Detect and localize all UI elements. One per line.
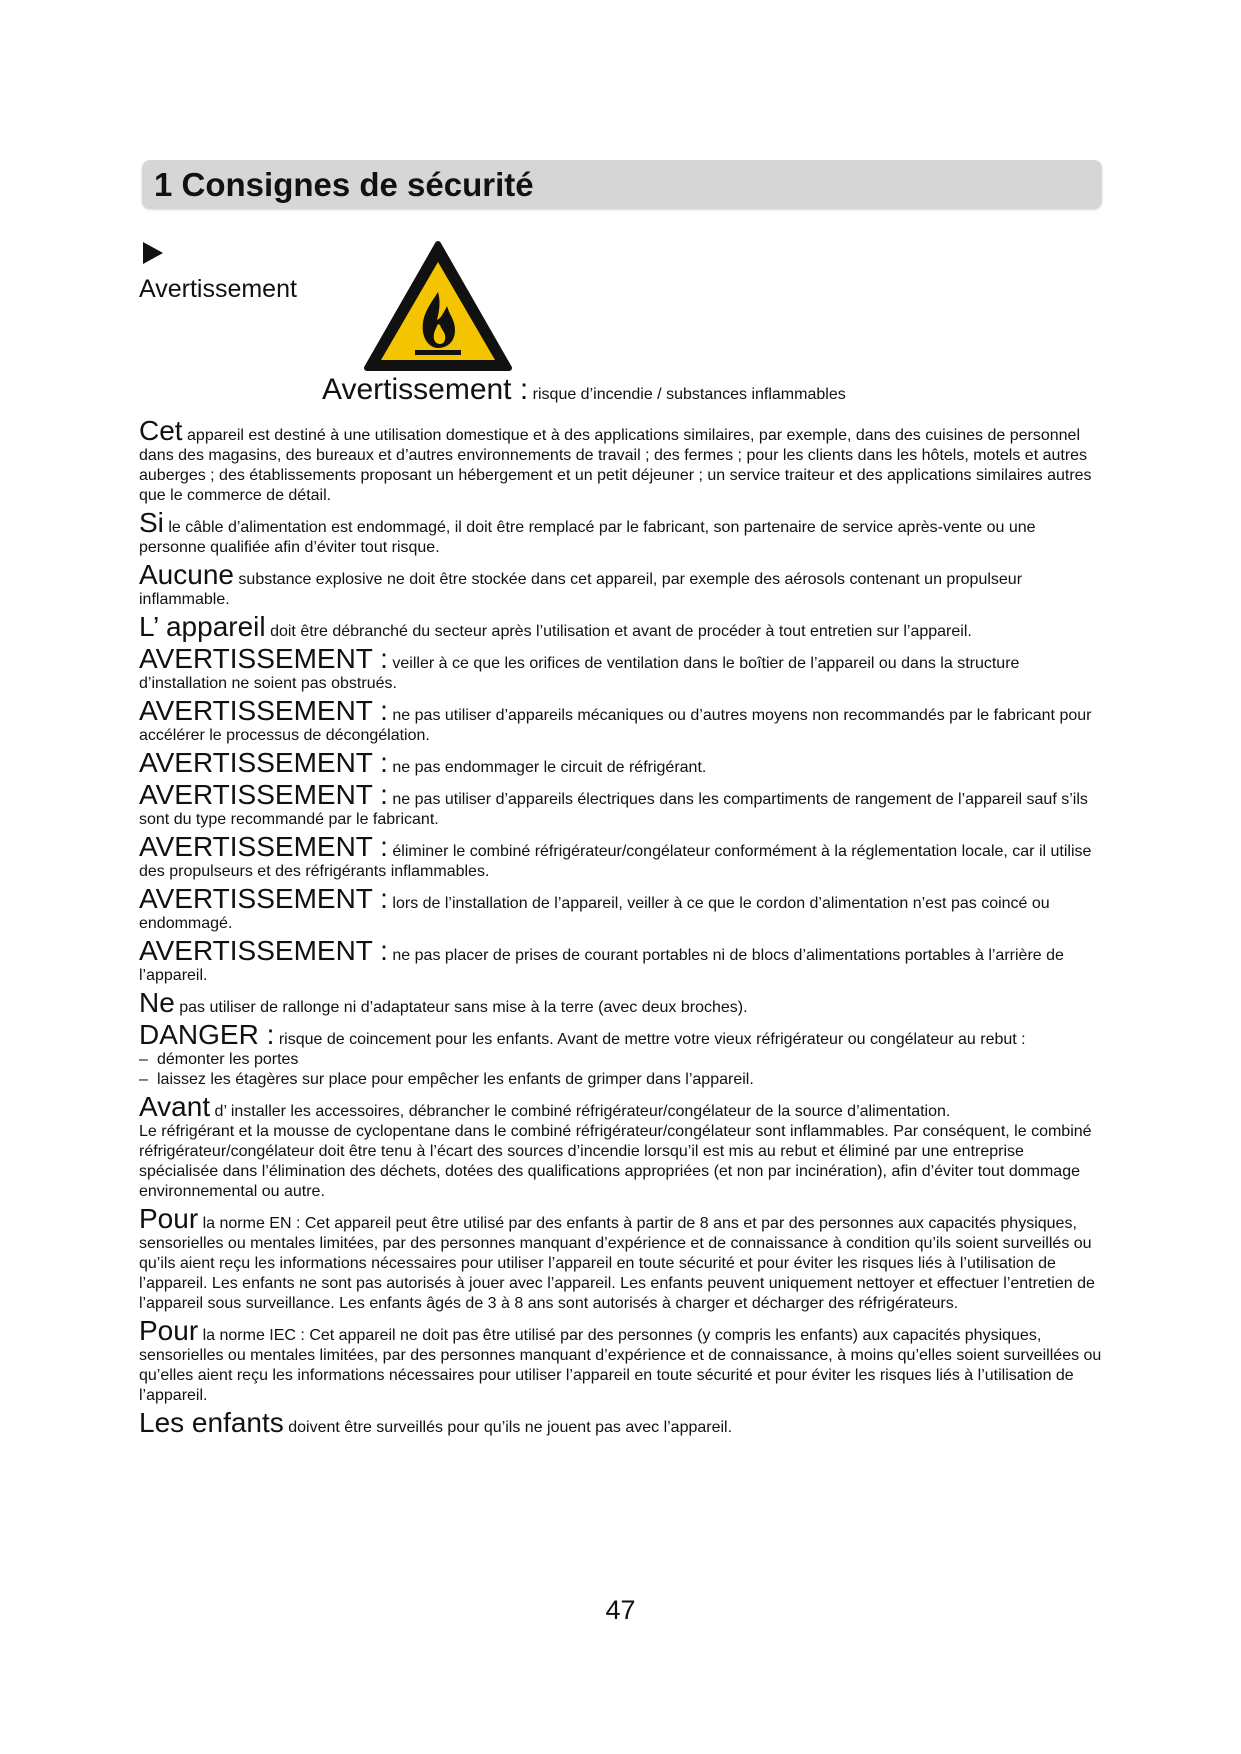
paragraph-lead: AVERTISSEMENT : <box>139 643 388 674</box>
warning-label: Avertissement <box>139 275 297 303</box>
warning-caption-text: risque d’incendie / substances inflammables <box>532 386 846 403</box>
paragraph <box>139 779 1102 830</box>
paragraph <box>139 747 1102 778</box>
paragraph <box>139 1091 1102 1122</box>
play-arrow-icon <box>141 241 165 265</box>
paragraph-text: doivent être surveillés pour qu’ils ne jouent pas avec l’appareil. <box>288 1419 733 1436</box>
paragraph-text: ne pas utiliser d’appareils électriques dans les compartiments de rangement de l’appareil sauf s’ils sont du type recommandé par le fabricant. <box>139 791 1088 828</box>
paragraph-lead: Ne <box>139 987 175 1018</box>
paragraph-text: substance explosive ne doit être stockée dans cet appareil, par exemple des aérosols contenant un propulseur inflammable. <box>139 571 1023 608</box>
paragraph-text: doit être débranché du secteur après l’utilisation et avant de procéder à tout entretien sur l’appareil. <box>270 623 972 640</box>
paragraph-lead: Si <box>139 507 164 538</box>
paragraph <box>139 883 1102 934</box>
dash-bullet: – <box>139 1051 148 1068</box>
paragraph-lead: AVERTISSEMENT : <box>139 831 388 862</box>
paragraph-lead: AVERTISSEMENT : <box>139 779 388 810</box>
paragraph-text: ne pas utiliser d’appareils mécaniques ou d’autres moyens non recommandés par le fabricant pour accélérer le processus de décongélation. <box>139 707 1092 744</box>
danger-paragraph <box>139 1019 1102 1050</box>
dash-bullet: – <box>139 1071 148 1088</box>
paragraph <box>139 611 1102 642</box>
paragraph-text: appareil est destiné à une utilisation domestique et à des applications similaires, par exemple, dans des cuisines de personnel dans des magasins, des bureaux et d’autres environnements de travail ; des fermes ; pour les clients dans les hôtels, motels et autres auberges ; des établissements proposant un hébergement et un petit déjeuner ; un service traiteur et des applications similaires autres que le commerce de détail. <box>139 427 1092 504</box>
paragraph-text: ne pas placer de prises de courant portables ni de blocs d’alimentations portables à l’arrière de l’appareil. <box>139 947 1064 984</box>
danger-item-text: laissez les étagères sur place pour empêcher les enfants de grimper dans l’appareil. <box>157 1071 754 1088</box>
safety-instructions <box>139 415 1102 1442</box>
danger-lead: DANGER : <box>139 1019 275 1050</box>
paragraph-lead: Pour <box>139 1315 199 1346</box>
paragraph-text: la norme IEC : Cet appareil ne doit pas être utilisé par des personnes (y compris les enfants) aux capacités physiques, sensorielles ou mentales limitées, par des personnes manquant d’expérience et de connaissance, à moins qu’elles soient surveillées ou qu’elles aient reçu les informations nécessaires pour utiliser l’appareil en toute sécurité et pour éviter les risques liés à l’utilisation de l’appareil. <box>139 1327 1102 1404</box>
danger-text: risque de coincement pour les enfants. Avant de mettre votre vieux réfrigérateur ou congélateur au rebut : <box>278 1031 1026 1048</box>
paragraph <box>139 415 1102 506</box>
paragraph-lead: Les enfants <box>139 1407 284 1438</box>
paragraph <box>139 831 1102 882</box>
paragraph <box>139 507 1102 558</box>
paragraph <box>139 1203 1102 1314</box>
paragraph <box>139 643 1102 694</box>
warning-caption-lead: Avertissement : <box>322 373 529 406</box>
section-title-bar <box>142 160 1102 209</box>
paragraph-lead: Pour <box>139 1203 199 1234</box>
danger-list-item <box>139 1050 1102 1070</box>
danger-list-item <box>139 1070 1102 1090</box>
paragraph-text: ne pas endommager le circuit de réfrigérant. <box>392 759 707 776</box>
paragraph-lead: AVERTISSEMENT : <box>139 883 388 914</box>
danger-item-text: démonter les portes <box>157 1051 299 1068</box>
paragraph-text: la norme EN : Cet appareil peut être utilisé par des enfants à partir de 8 ans et par des personnes aux capacités physiques, sensorielles ou mentales limitées, par des personnes manquant d’expérience et de connaissance à condition qu’ils soient surveillés ou qu’ils aient reçu les informations nécessaires pour utiliser l’appareil en toute sécurité et pour éviter les risques liés à l’utilisation de l’appareil. Les enfants ne sont pas autorisés à jouer avec l’appareil. Les enfants peuvent uniquement nettoyer et effectuer l’entretien de l’appareil sous surveillance. Les enfants âgés de 3 à 8 ans sont autorisés à charger et décharger des réfrigérateurs. <box>139 1215 1095 1312</box>
paragraph-text: d’ installer les accessoires, débrancher le combiné réfrigérateur/congélateur de la source d’alimentation. <box>214 1103 951 1120</box>
paragraph-lead: Aucune <box>139 559 234 590</box>
paragraph <box>139 559 1102 610</box>
paragraph <box>139 1407 1102 1438</box>
paragraph-lead: AVERTISSEMENT : <box>139 695 388 726</box>
paragraph <box>139 695 1102 746</box>
page-number: 47 <box>605 1595 636 1625</box>
paragraph-text: lors de l’installation de l’appareil, veiller à ce que le cordon d’alimentation n’est pas coincé ou endommagé. <box>139 895 1050 932</box>
paragraph-lead: L’ appareil <box>139 611 266 642</box>
paragraph-text: veiller à ce que les orifices de ventilation dans le boîtier de l’appareil ou dans la structure d’installation ne soient pas obstrués. <box>139 655 1020 692</box>
paragraph <box>139 935 1102 986</box>
paragraph-lead: AVERTISSEMENT : <box>139 935 388 966</box>
paragraph <box>139 1315 1102 1406</box>
paragraph-text: le câble d’alimentation est endommagé, il doit être remplacé par le fabricant, son partenaire de service après-vente ou une personne qualifiée afin d’éviter tout risque. <box>139 519 1036 556</box>
paragraph-text: éliminer le combiné réfrigérateur/congélateur conformément à la réglementation locale, car il utilise des propulseurs et des réfrigérants inflammables. <box>139 843 1092 880</box>
paragraph-lead: Cet <box>139 415 183 446</box>
paragraph <box>139 987 1102 1018</box>
flammable-warning-icon <box>363 240 513 374</box>
warning-caption <box>322 373 846 407</box>
paragraph-lead: AVERTISSEMENT : <box>139 747 388 778</box>
section-title: 1 Consignes de sécurité <box>154 166 534 203</box>
paragraph-continuation: Le réfrigérant et la mousse de cyclopentane dans le combiné réfrigérateur/congélateur sont inflammables. Par conséquent, le combiné réfrigérateur/congélateur doit être tenu à l’écart des sources d’incendie lorsqu’il est mis au rebut et éliminé par une entreprise spécialisée dans l’élimination des déchets, dotées des qualifications appropriées (et non par incinération), afin d’éviter tout dommage environnemental ou autre. <box>139 1123 1092 1200</box>
paragraph-lead: Avant <box>139 1091 211 1122</box>
paragraph-text: pas utiliser de rallonge ni d’adaptateur sans mise à la terre (avec deux broches). <box>179 999 748 1016</box>
